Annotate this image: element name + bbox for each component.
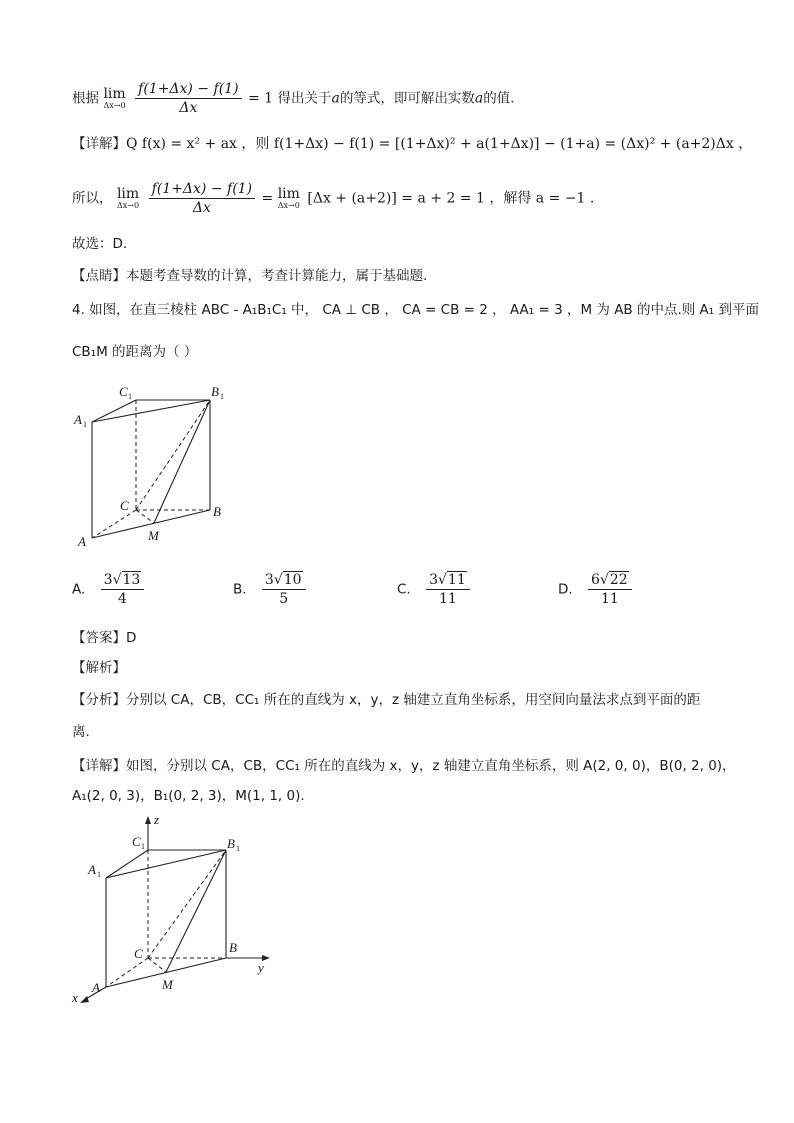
analysis-line-2: 离. [72, 724, 90, 740]
solution-line-3: 所以， lim Δx→0 $\frac{f(1+\Delta x) - f(1)}{\Delta x}$ = lim Δx→0 [Δx + (a+2)] = a + 2 = 1 ，解得 a = −1 . [72, 181, 595, 216]
label-b1: B [211, 384, 219, 399]
prism-figure-2 [70, 812, 280, 1012]
label-a: A [92, 980, 100, 995]
limit: lim Δx→0 [103, 86, 126, 110]
label-y: y [258, 960, 264, 975]
label-c: C [134, 946, 143, 961]
question-line-1: 4. 如图，在直三棱柱 ABC - A₁B₁C₁ 中， CA ⊥ CB ， CA = CB = 2 ， AA₁ = 3 ，M 为 AB 的中点.则 A₁ 到平面 [72, 302, 759, 318]
svg-text:1: 1 [97, 870, 101, 879]
limit: lim Δx→0 [116, 186, 140, 210]
label-a: A [78, 534, 86, 549]
analysis-line-1: 【分析】分别以 CA，CB，CC₁ 所在的直线为 x，y，z 轴建立直角坐标系，用空间向量法求点到平面的距 [72, 692, 701, 708]
solution-line-1: 根据 lim Δx→0 $\frac{f(1+\Delta x) - f(1)}{\Delta x}$ = 1 得出关于a的等式，即可解出实数a的值. [72, 81, 515, 116]
limit: lim Δx→0 [277, 186, 300, 210]
svg-text:1: 1 [236, 844, 240, 853]
option-c: C. $\frac{3√11}{11}$ [397, 571, 472, 608]
label-m: M [162, 977, 173, 992]
answer-line: 【答案】D [72, 630, 137, 646]
option-a: A. $\frac{3√13}{4}$ [72, 571, 146, 608]
fraction: $\frac{f(1+\Delta x) - f(1)}{\Delta x}$ [135, 80, 241, 117]
detail-line-1: 【详解】如图，分别以 CA，CB，CC₁ 所在的直线为 x，y，z 轴建立直角坐标系，则 A(2, 0, 0)，B(0, 2, 0)， [72, 758, 736, 774]
label-m: M [148, 528, 159, 543]
label-b1: B [227, 836, 235, 851]
svg-text:1: 1 [220, 392, 224, 401]
choice-line: 故选：D. [72, 236, 128, 252]
label-x: x [72, 990, 78, 1005]
question-line-2: CB₁M 的距离为（ ） [72, 344, 198, 360]
option-d: D. $\frac{6√22}{11}$ [558, 571, 634, 608]
label-c: C [120, 498, 129, 513]
label-a1: A [88, 862, 96, 877]
svg-text:1: 1 [128, 392, 132, 401]
label-b: B [213, 504, 221, 519]
label-z: z [154, 812, 160, 827]
detail-line-2: A₁(2, 0, 3)，B₁(0, 2, 3)，M(1, 1, 0). [72, 788, 305, 804]
label-a1: A [74, 412, 82, 427]
svg-text:1: 1 [141, 842, 145, 851]
comment-line: 【点睛】本题考查导数的计算，考查计算能力，属于基础题. [72, 268, 428, 284]
solution-line-2: 【详解】Q f(x) = x² + ax ，则 f(1+Δx) − f(1) = [(1+Δx)² + a(1+Δx)] − (1+a) = (Δx)² + (a+2)Δx ， [72, 136, 753, 152]
label-c1: C [119, 384, 128, 399]
label-c1: C [132, 834, 141, 849]
label-b: B [229, 940, 237, 955]
option-b: B. $\frac{3√10}{5}$ [233, 571, 308, 608]
svg-text:1: 1 [83, 420, 87, 429]
analysis-head: 【解析】 [72, 660, 126, 676]
fraction: $\frac{f(1+\Delta x) - f(1)}{\Delta x}$ [149, 180, 255, 217]
prism-figure-1 [70, 380, 240, 550]
